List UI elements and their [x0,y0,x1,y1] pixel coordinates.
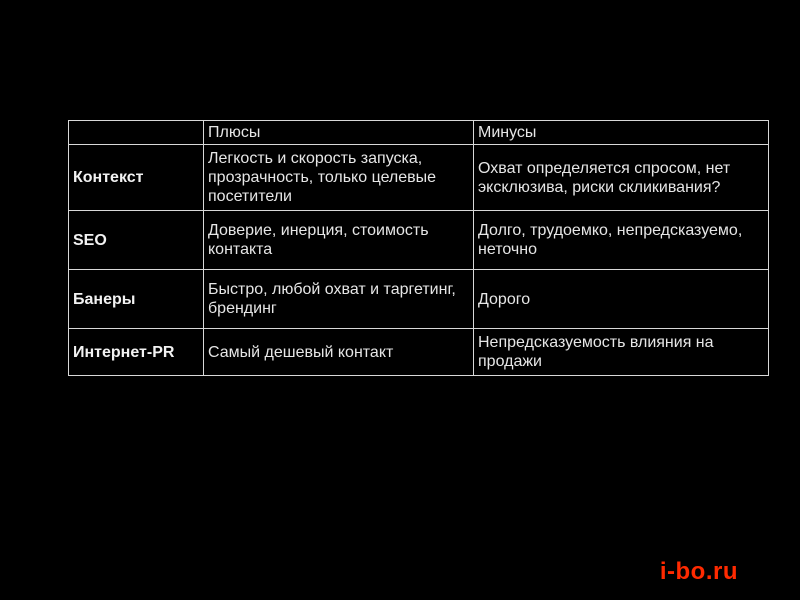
table-row [69,270,769,329]
table-header-row [69,121,769,145]
cons-cell: Непредсказуемость влияния на продажи [474,329,769,376]
cons-cell: Долго, трудоемко, непредсказуемо, неточно [474,211,769,270]
pros-cell: Доверие, инерция, стоимость контакта [204,211,474,270]
header-cell-pros: Плюсы [204,121,474,145]
header-cell-empty [69,121,204,145]
pros-cell: Быстро, любой охват и таргетинг, брендинг [204,270,474,329]
row-label-internet-pr: Интернет-PR [69,329,204,376]
row-label-banners: Банеры [69,270,204,329]
header-cell-cons: Минусы [474,121,769,145]
row-label-seo: SEO [69,211,204,270]
table-row [69,145,769,211]
table-row [69,211,769,270]
row-label-context: Контекст [69,145,204,211]
site-watermark: i-bo.ru [659,558,738,585]
table-row [69,329,769,376]
pros-cell: Самый дешевый контакт [204,329,474,376]
cons-cell: Охват определяется спросом, нет эксклюзива, риски скликивания? [474,145,769,211]
pros-cell: Легкость и скорость запуска, прозрачность, только целевые посетители [204,145,474,211]
cons-cell: Дорого [474,270,769,329]
comparison-table [68,120,769,376]
